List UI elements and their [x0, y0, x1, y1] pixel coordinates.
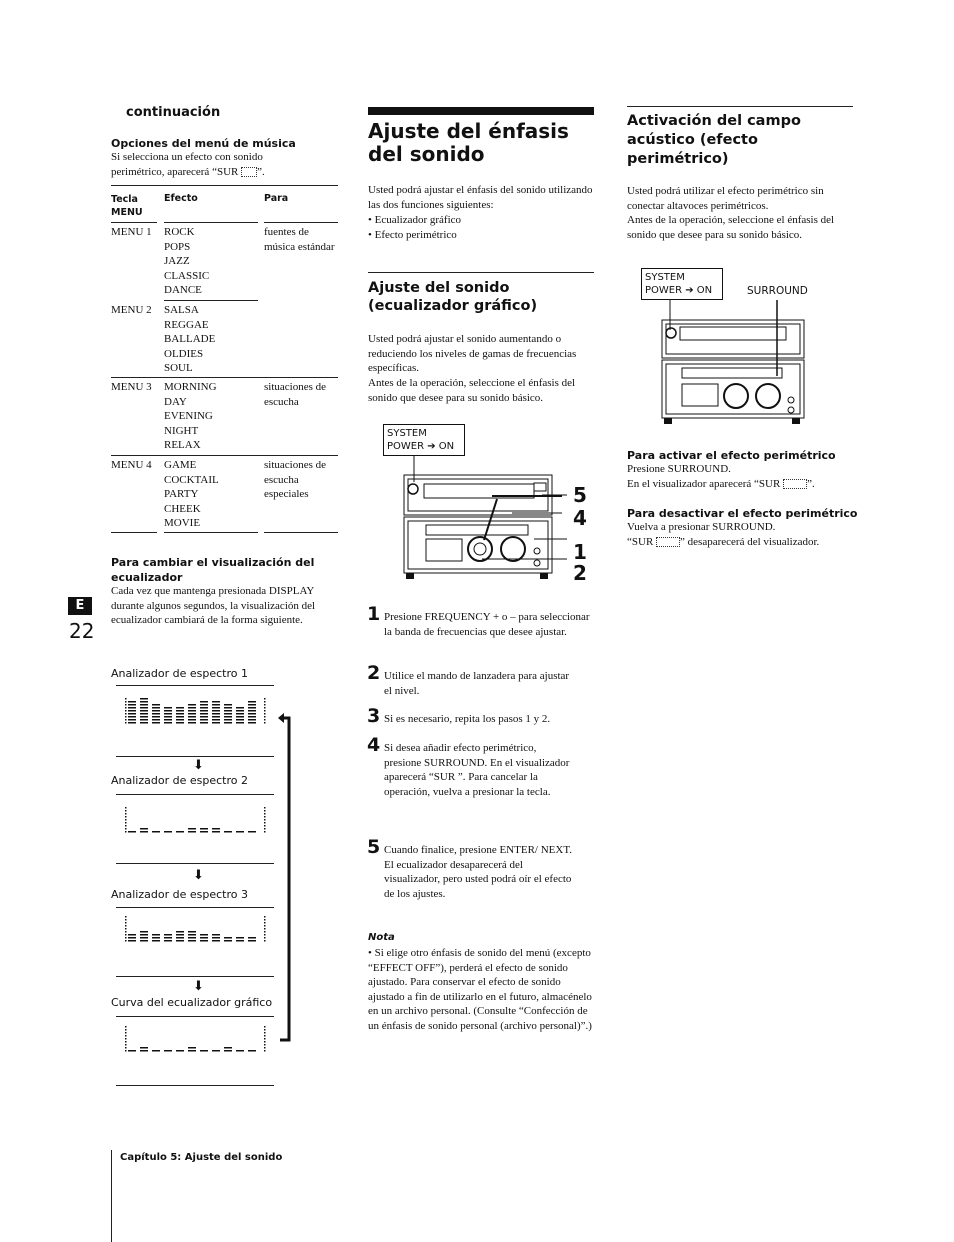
eq-spectrum-1 [116, 694, 276, 728]
bullet-item: • Ecualizador gráfico [368, 214, 462, 226]
step-number: 2 [367, 662, 381, 684]
row-key: MENU 3 [111, 381, 152, 393]
step-text: Si desea añadir efecto perimétrico, presione SURROUND. En el visualizador aparecerá “SUR ”. Para cancelar la operación, vuelva a presionar la tecla. [384, 742, 570, 798]
section-title: Ajuste del sonido (ecualizador gráfico) [368, 280, 538, 314]
step-number: 4 [367, 734, 381, 756]
eq-spectrum-3 [116, 912, 276, 946]
activate-text-2 [627, 477, 853, 492]
activate-text-1: Presione SURROUND. [627, 463, 731, 475]
page-title: Ajuste del énfasis del sonido [368, 119, 569, 166]
display-change-title: Para cambiar el visualización del ecualizador [111, 556, 315, 584]
callout-5: 5 [573, 483, 587, 507]
music-menu-intro [111, 150, 311, 179]
eq-curve [116, 1022, 276, 1056]
step-number: 1 [367, 603, 381, 625]
row-effects: MORNING DAY EVENING NIGHT RELAX [164, 381, 217, 452]
right-intro-1: Usted podrá utilizar el efecto perimétrico sin conectar altavoces perimétricos. [627, 185, 824, 212]
page-number: 22 [69, 619, 95, 643]
step-text: Cuando finalice, presione ENTER/ NEXT. El ecualizador desaparecerá del visualizador, pero usted podrá oír el efecto de los ajustes. [384, 844, 572, 900]
music-menu-intro-end: ”. [257, 165, 265, 178]
chapter-tab: E [68, 597, 92, 615]
callout-4: 4 [573, 506, 587, 530]
down-arrow-icon: ⬇ [193, 979, 204, 994]
sur-display-icon [241, 167, 257, 177]
row-key: MENU 2 [111, 304, 152, 316]
eq-label-2: Analizador de espectro 2 [111, 774, 248, 787]
row-key: MENU 4 [111, 459, 152, 471]
middle-intro: Usted podrá ajustar el énfasis del sonido utilizando las dos funciones siguientes: [368, 184, 593, 211]
eq-label-3: Analizador de espectro 3 [111, 888, 248, 901]
down-arrow-icon: ⬇ [193, 758, 204, 773]
callout-1: 1 [573, 540, 587, 564]
step-number: 3 [367, 705, 381, 727]
eq-spectrum-2 [116, 803, 276, 837]
music-menu-title: Opciones del menú de música [111, 137, 296, 150]
row-effects: GAME COCKTAIL PARTY CHEEK MOVIE [164, 459, 219, 530]
activate-text-2-start: En el visualizador aparecerá “SUR [627, 478, 784, 490]
step-text: Si es necesario, repita los pasos 1 y 2. [384, 713, 551, 725]
row-para: situaciones de escucha [264, 381, 327, 408]
activate-title: Para activar el efecto perimétrico [627, 449, 836, 462]
display-change-text: Cada vez que mantenga presionada DISPLAY durante algunos segundos, la visualización del ecualizador cambiará de la forma siguiente. [111, 585, 316, 627]
row-key: MENU 1 [111, 226, 152, 238]
right-intro-2: Antes de la operación, seleccione el énfasis del sonido que desee para su sonido básico. [627, 214, 835, 241]
step-text: Presione FREQUENCY + o – para seleccionar la banda de frecuencias que desee ajustar. [384, 611, 590, 638]
sur-display-icon [656, 537, 680, 547]
note-text: • Si elige otro énfasis de sonido del menú (excepto “EFFECT OFF”), perderá el efecto de sonido ajustado. Para conservar el efecto de sonido ajustado a fin de utilizarlo en el futuro, almacénelo en un archivo personal. (Consulte “Confección de un énfasis de sonido personal (archivo personal)”.) [368, 947, 592, 1032]
title-bar [368, 107, 594, 115]
activate-text-2-end: ”. [807, 478, 815, 490]
deactivate-text-1: Vuelva a presionar SURROUND. [627, 521, 776, 533]
header-efecto: Efecto [164, 193, 198, 204]
deactivate-title: Para desactivar el efecto perimétrico [627, 507, 858, 520]
surround-label: SURROUND [747, 285, 808, 297]
sur-display-icon [783, 479, 807, 489]
header-tecla: Tecla MENU [111, 194, 143, 218]
deactivate-text-2-start: “SUR [627, 536, 657, 548]
callout-2: 2 [573, 561, 587, 585]
loop-arrow [278, 712, 294, 1046]
step-text: Utilice el mando de lanzadera para ajustar el nivel. [384, 670, 570, 697]
eq-label-1: Analizador de espectro 1 [111, 667, 248, 680]
middle-bullets [368, 213, 461, 242]
continuation-label: continuación [126, 105, 221, 120]
row-effects: ROCK POPS JAZZ CLASSIC DANCE [164, 226, 210, 297]
section-text-1: Usted podrá ajustar el sonido aumentando o reduciendo los niveles de gamas de frecuencias específicas. [368, 333, 577, 375]
stereo-illustration-right [660, 300, 810, 430]
eq-label-4: Curva del ecualizador gráfico [111, 996, 273, 1009]
section-text-2: Antes de la operación, seleccione el énfasis del sonido que desee para su sonido básico. [368, 377, 576, 404]
stereo-illustration [402, 455, 592, 585]
deactivate-text-2-end: ” desaparecerá del visualizador. [680, 536, 820, 548]
header-para: Para [264, 193, 289, 204]
right-title: Activación del campo acústico (efecto perimétrico) [627, 113, 801, 167]
down-arrow-icon: ⬇ [193, 868, 204, 883]
system-power-label: SYSTEM POWER ➔ ON [641, 268, 723, 300]
music-menu-intro-text: Si selecciona un efecto con sonido perimétrico, aparecerá “SUR [111, 151, 263, 178]
row-para: fuentes de música estándar [264, 226, 335, 253]
note-title: Nota [368, 932, 395, 943]
system-power-label: SYSTEM POWER ➔ ON [383, 424, 465, 456]
deactivate-text-2 [627, 535, 827, 550]
row-para: situaciones de escucha especiales [264, 459, 327, 501]
step-number: 5 [367, 836, 381, 858]
chapter-footer: Capítulo 5: Ajuste del sonido [120, 1152, 283, 1163]
row-effects: SALSA REGGAE BALLADE OLDIES SOUL [164, 304, 216, 375]
bullet-item: • Efecto perimétrico [368, 228, 457, 241]
